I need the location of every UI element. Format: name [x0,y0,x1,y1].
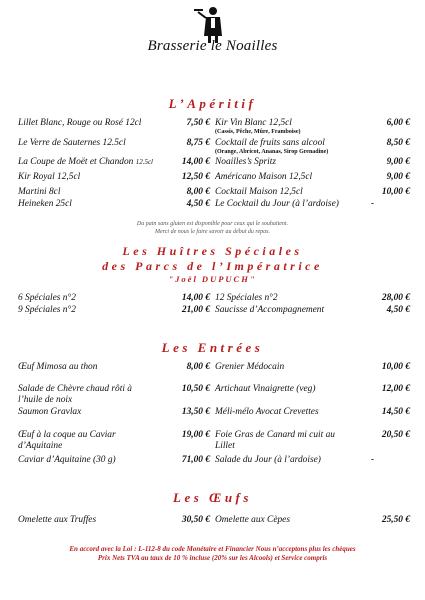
price: 10,00 € [381,362,410,372]
price: 25,50 € [381,515,410,525]
list-item: Salade de Chèvre chaud rôti à l’huile de noix [18,384,132,405]
list-item: Méli-mélo Avocat Crevettes [215,407,319,417]
price: 8,75 € [186,138,210,148]
price: 9,00 € [386,157,410,167]
logo [0,4,425,55]
note-line: Merci de nous le faire savoir au début du repas. [155,229,270,235]
list-item: Caviar d’Aquitaine (30 g) [18,455,116,465]
section-oeufs: Les Œufs [173,490,252,505]
price: 7,50 € [186,118,210,128]
list-item: Grenier Médocain [215,362,285,372]
price: - [370,455,375,465]
volume: 12.5cl [135,158,154,166]
section-huitres-sub: des Parcs de l’Impératrice [102,259,323,273]
list-item: Cocktail de fruits sans alcool [215,138,325,148]
list-item: 9 Spéciales n°2 [18,305,76,315]
list-item: Cocktail Maison 12,5cl [215,187,303,197]
list-item: Le Cocktail du Jour (à l’ardoise) [215,199,339,209]
section-aperitif: L’Apéritif [168,96,257,111]
list-item: Kir Vin Blanc 12,5cl [215,118,292,128]
list-item: Foie Gras de Canard mi cuit au Lillet [215,430,335,451]
price: 12,00 € [381,384,410,394]
price: 14,00 € [181,293,210,303]
section-huitres-producer: "Joël DUPUCH" [168,274,257,284]
note-line: Du pain sans gluten est disponible pour ceux qui le souhaitent. [136,221,289,227]
price: 4,50 € [386,305,410,315]
price: 4,50 € [186,199,210,209]
price: 6,00 € [386,118,410,128]
list-item: Salade du Jour (à l’ardoise) [215,455,321,465]
list-item: Œuf à la coque au Caviar d’Aquitaine [18,430,116,451]
list-item: Omelette aux Cèpes [215,515,290,525]
list-item: Saumon Gravlax [18,407,82,417]
list-item: Lillet Blanc, Rouge ou Rosé 12cl [18,118,142,128]
brand-name: Brasserie le Noailles [147,38,278,54]
price: 19,00 € [181,430,210,440]
list-item: La Coupe de Moët et Chandon [18,157,134,167]
list-item: Américano Maison 12,5cl [215,172,313,182]
price: 71,00 € [181,455,210,465]
price: 28,00 € [381,293,410,303]
section-entrees: Les Entrées [161,340,264,355]
price: 20,50 € [381,430,410,440]
price: 14,00 € [181,157,210,167]
price: 14,50 € [381,407,410,417]
list-item: Saucisse d’Accompagnement [215,305,325,315]
list-item: Heineken 25cl [18,199,72,209]
list-item: Noailles’s Spritz [215,157,277,167]
legal-line: Prix Nets TVA au taux de 10 % incluse (20% sur les Alcools) et Service compris [97,554,328,562]
legal-line: En accord avec la Loi : L-112-8 du code Monétaire et Financier Nous n’acceptons plus les chèques [69,545,356,553]
list-item: Artichaut Vinaigrette (veg) [215,384,316,394]
price: 12,50 € [181,172,210,182]
gluten-note [0,220,425,236]
price: 30,50 € [181,515,210,525]
price: 8,00 € [186,187,210,197]
price: 10,00 € [381,187,410,197]
price: 10,50 € [181,384,210,394]
list-item: 12 Spéciales n°2 [215,293,278,303]
list-item: Le Verre de Sauternes 12.5cl [18,138,126,148]
item-detail: (Orange, Abricot, Ananas, Sirop Grenadine) [215,148,329,155]
price: 13,50 € [181,407,210,417]
list-item: Œuf Mimosa au thon [18,362,98,372]
list-item: 6 Spéciales n°2 [18,293,76,303]
price: 21,00 € [181,305,210,315]
price: 8,50 € [386,138,410,148]
section-huitres: Les Huîtres Spéciales [122,244,303,258]
list-item: Martini 8cl [18,187,61,197]
price: - [370,199,375,209]
legal-notice [0,545,425,563]
item-detail: (Cassis, Pêche, Mûre, Framboise) [215,128,301,135]
price: 8,00 € [186,362,210,372]
price: 9,00 € [386,172,410,182]
list-item: Kir Royal 12,5cl [18,172,81,182]
list-item: Omelette aux Truffes [18,515,97,525]
